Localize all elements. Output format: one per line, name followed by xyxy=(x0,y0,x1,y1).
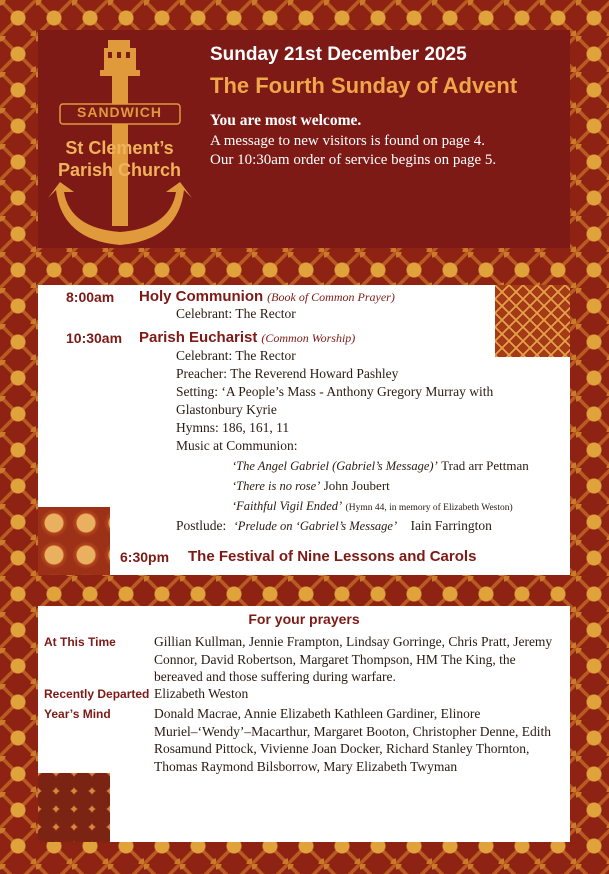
service-name: Parish Eucharist xyxy=(139,329,258,346)
hymns-text: Hymns: 186, 161, 11 xyxy=(176,420,290,435)
celebrant-text: Celebrant: The Rector xyxy=(176,306,296,321)
music-item xyxy=(232,478,390,494)
service-heading xyxy=(139,288,395,306)
service-time: 10:30am xyxy=(66,330,123,346)
crest-line1: St Clement’s xyxy=(65,138,174,158)
setting-text: Setting: ‘A People’s Mass - Anthony Gregory Murray with xyxy=(176,384,494,399)
service-name: Holy Communion xyxy=(139,288,264,305)
music-title: ‘There is no rose’ xyxy=(232,479,321,493)
prayer-group-text: Elizabeth Weston xyxy=(154,686,249,701)
service-note: (Common Worship) xyxy=(261,331,356,345)
decorative-tile-diamond xyxy=(495,285,570,357)
crest-top-text: SANDWICH xyxy=(77,104,162,120)
service-date: Sunday 21st December 2025 xyxy=(210,44,467,65)
page-title: The Fourth Sunday of Advent xyxy=(210,73,518,98)
service-time: 8:00am xyxy=(66,289,115,305)
prayer-group-text: Donald Macrae, Annie Elizabeth Kathleen Gardiner, Elinore Muriel–‘Wendy’–Macarthur, Margaret Booton, Christopher Denne, Edith Rosamund Pittock, Vivienne Joan Docker, Richard Stanley Thornton, Thomas Raymond Bilsborrow, Mary Elizabeth Twyman xyxy=(154,706,552,774)
prayer-group-label: Year’s Mind xyxy=(44,707,111,721)
service-name: The Festival of Nine Lessons and Carols xyxy=(188,548,477,565)
prayer-group-label: Recently Departed xyxy=(44,687,150,701)
music-label: Music at Communion: xyxy=(176,438,298,453)
decorative-tile-knot xyxy=(38,773,110,842)
welcome-text: You are most welcome. xyxy=(210,112,362,129)
music-composer: (Hymn 44, in memory of Elizabeth Weston) xyxy=(345,503,513,513)
celebrant-text: Celebrant: The Rector xyxy=(176,348,296,363)
music-item xyxy=(232,498,513,514)
postlude-composer: Iain Farrington xyxy=(410,518,492,533)
postlude-label: Postlude: xyxy=(176,518,227,533)
order-of-service-note: Our 10:30am order of service begins on page 5. xyxy=(210,152,497,168)
crest-line2: Parish Church xyxy=(57,160,182,180)
service-time: 6:30pm xyxy=(120,549,170,565)
music-title: ‘The Angel Gabriel (Gabriel’s Message)’ xyxy=(232,459,438,473)
prayers-title: For your prayers xyxy=(248,611,360,627)
church-crest-logo xyxy=(42,40,197,250)
prayer-group-label: At This Time xyxy=(44,635,116,649)
visitor-message: A message to new visitors is found on page 4. xyxy=(210,133,485,149)
postlude-line xyxy=(176,518,492,534)
prayer-group-text: Gillian Kullman, Jennie Frampton, Lindsay Gorringe, Chris Pratt, Jeremy Connor, David Robertson, Margaret Thompson, HM The King, the bereaved and those suffering during warfare. xyxy=(154,634,553,684)
music-composer: John Joubert xyxy=(323,478,390,493)
setting-text-cont: Glastonbury Kyrie xyxy=(176,402,277,417)
service-heading xyxy=(139,329,355,347)
decorative-tile-fleur xyxy=(38,507,110,575)
preacher-text: Preacher: The Reverend Howard Pashley xyxy=(176,366,399,381)
music-item xyxy=(232,458,529,474)
music-title: ‘Faithful Vigil Ended’ xyxy=(232,499,343,513)
service-note: (Book of Common Prayer) xyxy=(267,290,395,304)
music-composer: Trad arr Pettman xyxy=(441,458,529,473)
postlude-title: ‘Prelude on ‘Gabriel’s Message’ xyxy=(233,519,398,533)
